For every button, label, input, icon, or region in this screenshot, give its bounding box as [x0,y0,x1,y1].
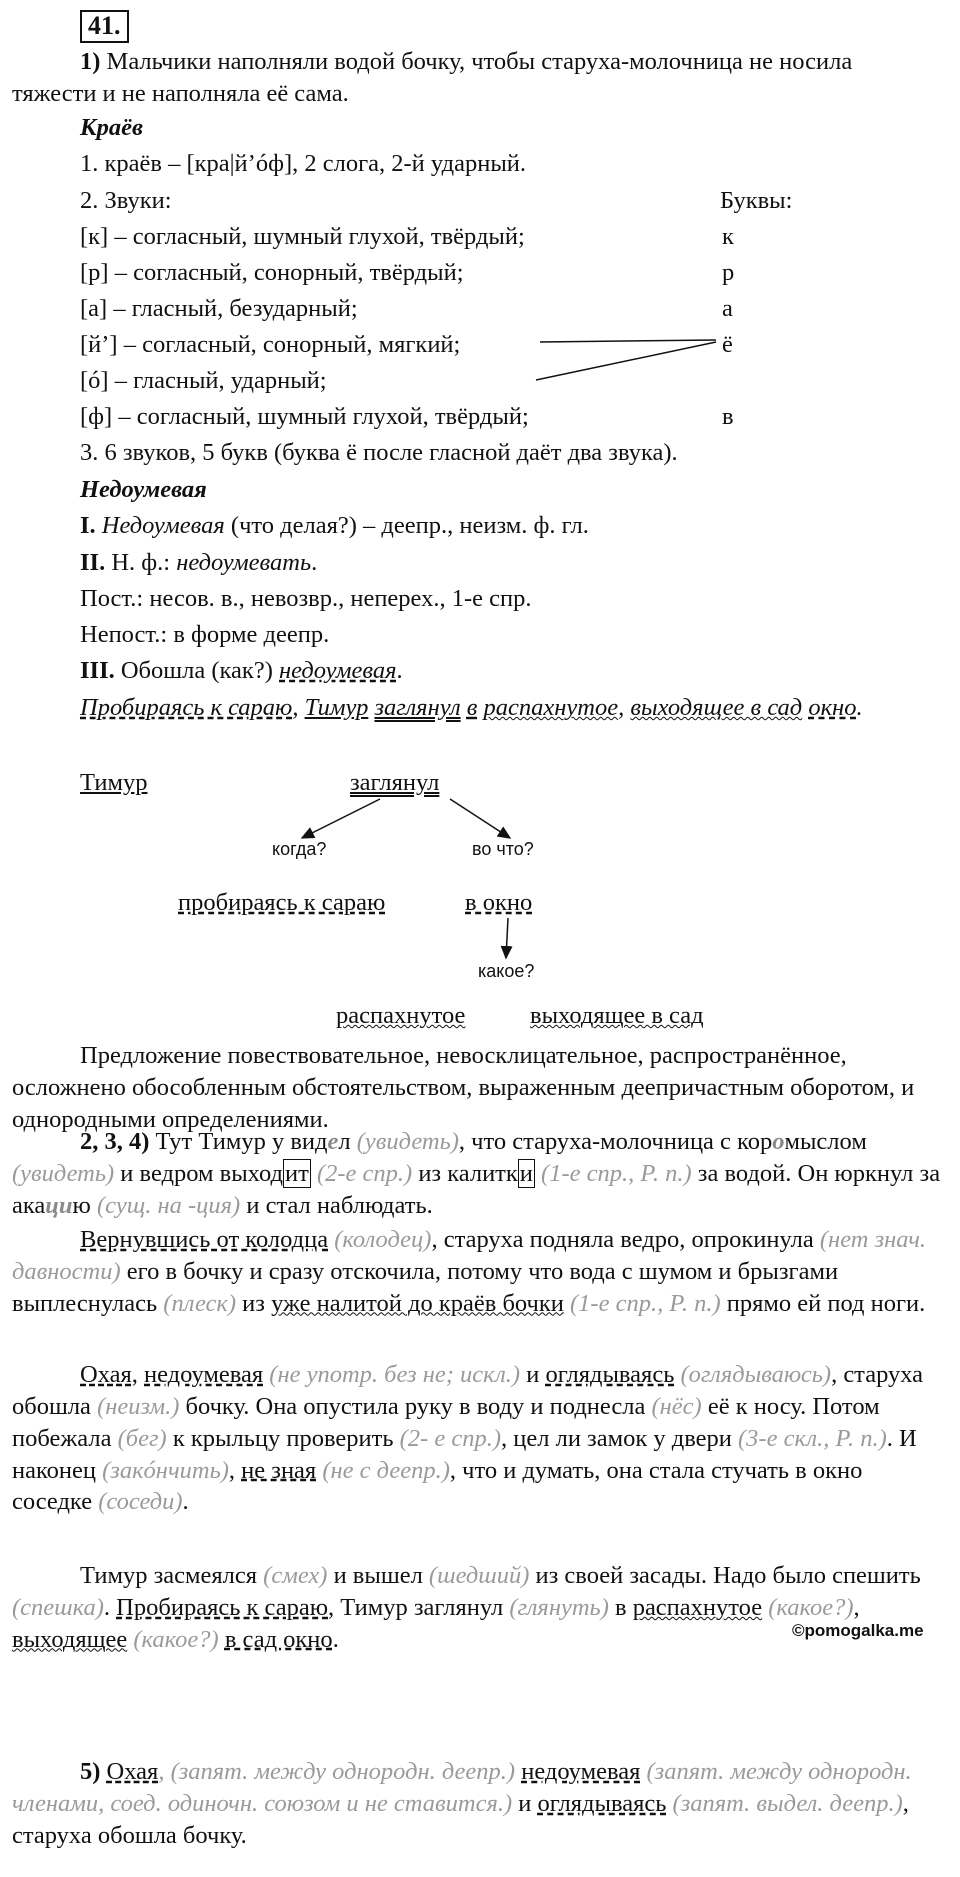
letter-cell: р [722,259,735,286]
text: , старуха обошла [12,1361,924,1420]
note: (неизм.) [97,1392,180,1420]
text: за водой. Он юркнул за ака [12,1159,941,1219]
attribute: распахнутое [632,1593,763,1621]
item-label: 2, 3, 4) [80,1128,150,1155]
note: (3-е скл., Р. п.) [738,1424,887,1452]
note: (нет знач. давности) [12,1226,927,1285]
note: (оглядываюсь) [674,1361,832,1388]
spelling-letter: ци [45,1191,73,1219]
note: (глянуть) [509,1593,609,1621]
sounds-header: 2. Звуки: [80,187,172,214]
note: (1-е спр., Р. п.) [534,1159,692,1187]
morph-nepost: Непост.: в форме деепр. [80,621,330,648]
word: недоумевая [279,657,397,684]
text: . [332,1625,339,1653]
paragraph-vernuvshis [12,1224,942,1320]
diagram-subject: Тимур [80,769,148,796]
text: из [236,1289,272,1317]
adverbial: Охая [106,1758,159,1785]
attribute: уже налитой до краёв бочки [271,1289,564,1317]
note: (какое?) [762,1593,854,1621]
text: . И наконец [12,1424,917,1484]
note: (увидеть) [356,1128,459,1155]
adverbial: оглядываясь [545,1361,675,1388]
text: , [618,694,631,721]
diagram-attribute: распахнутое [336,1002,466,1029]
letters-header: Буквы: [720,187,793,214]
note: (колодец) [328,1226,432,1253]
diagram-object: в окно [465,889,533,916]
kraev-line-1: 1. краёв – [кра|й’óф], 2 слога, 2-й ударный. [80,150,527,177]
text: и [512,1789,538,1817]
adverbial: оглядываясь [537,1789,667,1817]
roman-label: II. [80,549,106,576]
sound-row: [р] – согласный, сонорный, твёрдый; [80,259,464,286]
adverbial: Охая [80,1361,132,1388]
text: Тут Тимур у вид [149,1128,328,1155]
text: . [182,1488,189,1516]
predicate: заглянул [374,694,461,721]
text: . [856,694,863,721]
note: (какое?) [127,1625,219,1653]
text: , Тимур заглянул [328,1593,510,1621]
diagram-question: когда? [272,839,327,859]
text: мыслом [784,1128,867,1155]
text: (что делая?) – деепр., неизм. ф. гл. [224,512,589,539]
text: прямо ей под ноги. [720,1289,926,1317]
note: (1-е спр., Р. п.) [563,1289,721,1317]
paragraph-5 [12,1756,942,1852]
text: , [853,1593,860,1621]
word: Недоумевая [101,512,225,539]
text: ю [72,1191,97,1219]
text: Тимур засмеялся [80,1562,264,1589]
note: (смех) [263,1562,328,1589]
watermark: ©pomogalka.me [792,1621,924,1640]
note: (2- е спр.) [399,1424,501,1452]
object: окно [808,694,857,721]
text: и вышел [327,1562,429,1589]
paragraph-oxaya [12,1359,942,1518]
kraev-line-3: 3. 6 звуков, 5 букв (буква ё после гласной даёт два звука). [80,439,678,466]
note: (не с деепр.) [316,1456,450,1484]
note: (плеск) [163,1289,237,1317]
spelling-letter: е [327,1128,339,1155]
text: , [131,1361,145,1388]
subject: Тимур [304,694,369,721]
text: и стал наблюдать. [240,1191,433,1219]
sound-row: [ф] – согласный, шумный глухой, твёрдый; [80,403,529,430]
note: (запят. между однородн. членами, соед. одиночн. союзом и не ставится.) [12,1758,912,1817]
item-label: 1) [80,48,101,75]
letter-cell: к [722,223,734,250]
note: (шедший) [428,1562,530,1589]
text: в [608,1593,633,1621]
note: (запят. выдел. деепр.) [666,1789,903,1817]
attribute: выходящее [12,1625,128,1653]
adverbial: не зная [241,1456,317,1484]
text: , старуха подняла ведро, опрокинула [431,1226,820,1253]
note: (соседи) [98,1488,183,1516]
text: , цел ли замок у двери [501,1424,739,1452]
text: и ведром выход [114,1159,283,1187]
note: (спешка) [12,1593,104,1621]
ending-box: ит [285,1159,309,1187]
note: (увидеть) [12,1159,115,1187]
paragraph-234 [12,1126,942,1222]
sound-row: [ó] – гласный, ударный; [80,367,327,394]
object: в сад окно [224,1625,333,1653]
text: его в бочку и сразу отскочила, потому что вода с шумом и брызгами выплеснулась [12,1257,839,1317]
adverbial: Пробираясь к сараю [80,694,293,721]
morph-post: Пост.: несов. в., невозвр., неперех., 1-е спр. [80,585,532,612]
text: , старуха обошла бочку. [12,1789,909,1849]
heading-nedoum: Недоумевая [80,476,207,503]
adverbial: Пробираясь к сараю [116,1593,329,1621]
letter-cell: в [722,403,734,430]
note: (бег) [117,1424,167,1452]
text: из калитк [412,1159,518,1187]
adverbial: Вернувшись от колодца [80,1226,329,1253]
sound-row: [й’] – согласный, сонорный, мягкий; [80,331,461,358]
roman-label: III. [80,657,115,684]
note: (не употр. без не; искл.) [263,1361,521,1388]
roman-label: I. [80,512,96,539]
adverbial: недоумевая [521,1758,641,1785]
text: . [103,1593,117,1621]
text: и [520,1361,546,1388]
letter-cell: а [722,295,733,322]
text: . [396,657,403,684]
text: из своей засады. Надо было спешить [529,1562,921,1589]
task-number: 41. [80,10,129,43]
text: бочку. Она опустила руку в воду и поднесла [179,1392,652,1420]
note: (закóнчить) [102,1456,229,1484]
diagram-question: во что? [472,839,534,859]
text: . [311,549,318,576]
item-label: 5) [80,1758,101,1785]
note: (2-е спр.) [310,1159,413,1187]
object: в [466,694,478,721]
note: , (запят. между однородн. деепр.) [158,1758,516,1785]
text: Обошла (как?) [114,657,279,684]
sentence-text: Мальчики наполняли водой бочку, чтобы старуха-молочница не носила тяжести и не наполняла её сама. [12,48,853,107]
sound-row: [к] – согласный, шумный глухой, твёрдый; [80,223,525,250]
diagram-question: какое? [478,961,535,981]
text: к крыльцу проверить [166,1424,400,1452]
text: Н. ф.: [105,549,177,576]
attribute: распахнутое [483,694,619,721]
heading-kraev: Краёв [80,114,143,141]
text: л [338,1128,357,1155]
text: , [292,694,305,721]
text: , что и думать, она стала стучать в окно соседке [12,1456,863,1516]
diagram-attribute: выходящее в сад [530,1002,704,1029]
text: , что старуха-молочница с кор [458,1128,773,1155]
ending-box: и [519,1159,533,1187]
summary-paragraph: Предложение повествовательное, невосклицательное, распространённое, осложнено обособленным обстоятельством, выраженным деепричастным оборотом, и однородными определениями. [12,1042,915,1133]
adverbial: недоумевая [144,1361,264,1388]
letter-cell: ё [722,331,733,358]
diagram-predicate: заглянул [350,769,440,796]
diagram-adverbial: пробираясь к сараю [178,889,386,916]
word: недоумевать [176,549,312,576]
text: её к носу. Потом побежала [12,1392,880,1452]
attribute: выходящее в сад [630,694,803,721]
note: (сущ. на -ция) [96,1191,241,1219]
note: (нёс) [651,1392,702,1420]
spelling-letter: о [772,1128,785,1155]
text: , [228,1456,242,1484]
sound-row: [а] – гласный, безударный; [80,295,358,322]
